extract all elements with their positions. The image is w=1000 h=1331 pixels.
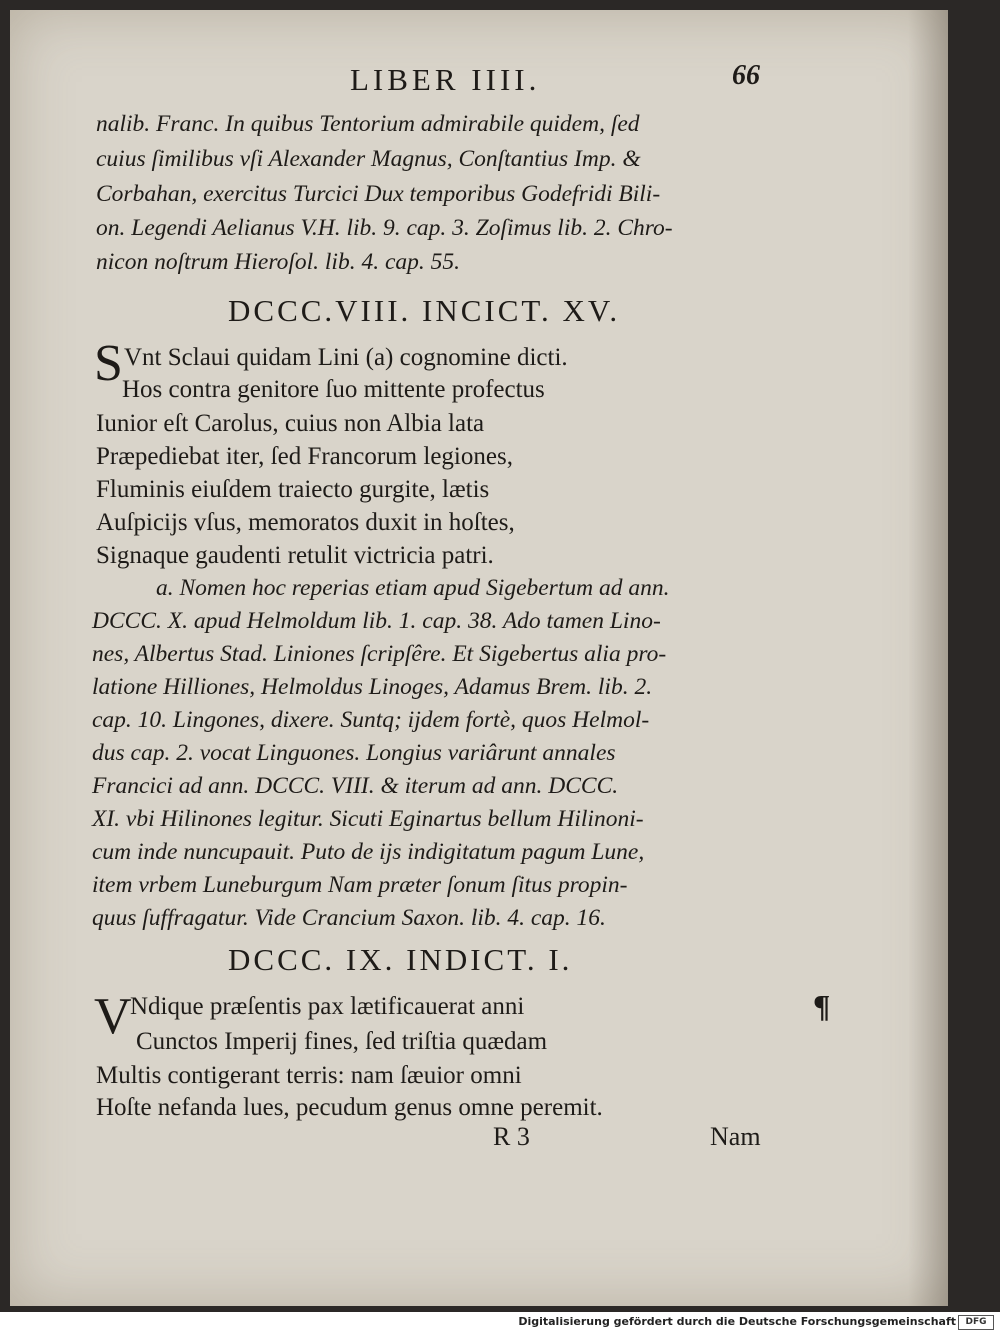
verse-line: Signaque gaudenti retulit victricia patri. (96, 542, 494, 569)
note-line: quus ſuffragatur. Vide Crancium Saxon. lib. 4. cap. 16. (92, 905, 606, 931)
section-heading-809: DCCC. IX. INDICT. I. (228, 942, 573, 977)
note-line: latione Hilliones, Helmoldus Linoges, Adamus Brem. lib. 2. (92, 674, 653, 700)
verse-line: Hos contra genitore ſuo mittente profectus (122, 376, 545, 403)
page-number: 66 (732, 60, 760, 91)
section-heading-808: DCCC.VIII. INCICT. XV. (228, 293, 621, 328)
note-line: cum inde nuncupauit. Puto de ijs indigitatum pagum Lune, (92, 839, 645, 865)
catchword: Nam (710, 1122, 761, 1151)
note-line: Francici ad ann. DCCC. VIII. & iterum ad ann. DCCC. (92, 773, 619, 799)
note-line: cap. 10. Lingones, dixere. Suntq; ijdem fortè, quos Helmol- (92, 707, 650, 733)
note-line: XI. vbi Hilinones legitur. Sicuti Eginartus bellum Hilinoni- (92, 806, 644, 832)
verse-line: Iunior eſt Carolus, cuius non Albia lata (96, 410, 485, 437)
note-line: a. Nomen hoc reperias etiam apud Sigebertum ad ann. (156, 575, 670, 601)
signature-mark: R 3 (493, 1122, 530, 1151)
pilcrow-mark: ¶ (813, 988, 831, 1024)
verse-line: Ndique præſentis pax lætificauerat anni (130, 993, 525, 1020)
note-line: nicon noſtrum Hieroſol. lib. 4. cap. 55. (96, 249, 461, 275)
note-line: item vrbem Luneburgum Nam præter ſonum ſitus propin- (92, 872, 628, 898)
verse-line: Hoſte nefanda lues, pecudum genus omne peremit. (96, 1094, 603, 1121)
page-edge-shadow (908, 10, 948, 1306)
digitization-footer (0, 1312, 1000, 1331)
note-line: cuius ſimilibus vſi Alexander Magnus, Conſtantius Imp. & (96, 146, 641, 172)
footer-credit: Digitalisierung gefördert durch die Deutsche Forschungsgemeinschaft (518, 1315, 956, 1328)
note-line: dus cap. 2. vocat Linguones. Longius variârunt annales (92, 740, 616, 766)
running-head: LIBER IIII. (350, 62, 541, 97)
book-page (10, 10, 948, 1306)
drop-cap: V (94, 988, 132, 1045)
drop-cap: S (94, 335, 123, 392)
note-line: DCCC. X. apud Helmoldum lib. 1. cap. 38. Ado tamen Lino- (92, 608, 661, 634)
verse-line: Auſpicijs vſus, memoratos duxit in hoſtes, (96, 509, 515, 536)
note-line: on. Legendi Aelianus V.H. lib. 9. cap. 3. Zoſimus lib. 2. Chro- (96, 215, 673, 241)
verse-line: Fluminis eiuſdem traiecto gurgite, lætis (96, 476, 490, 503)
verse-line: Multis contigerant terris: nam ſæuior omni (96, 1062, 522, 1089)
note-line: Corbahan, exercitus Turcici Dux temporibus Godefridi Bili- (96, 181, 661, 207)
verse-line: Vnt Sclaui quidam Lini (a) cognomine dicti. (124, 344, 568, 371)
note-line: nes, Albertus Stad. Liniones ſcripſêre. Et Sigebertus alia pro- (92, 641, 667, 667)
note-line: nalib. Franc. In quibus Tentorium admirabile quidem, ſed (96, 111, 640, 137)
dfg-logo: DFG (958, 1315, 994, 1330)
verse-line: Cunctos Imperij fines, ſed triſtia quædam (136, 1028, 548, 1055)
verse-line: Præpediebat iter, ſed Francorum legiones, (96, 443, 513, 470)
